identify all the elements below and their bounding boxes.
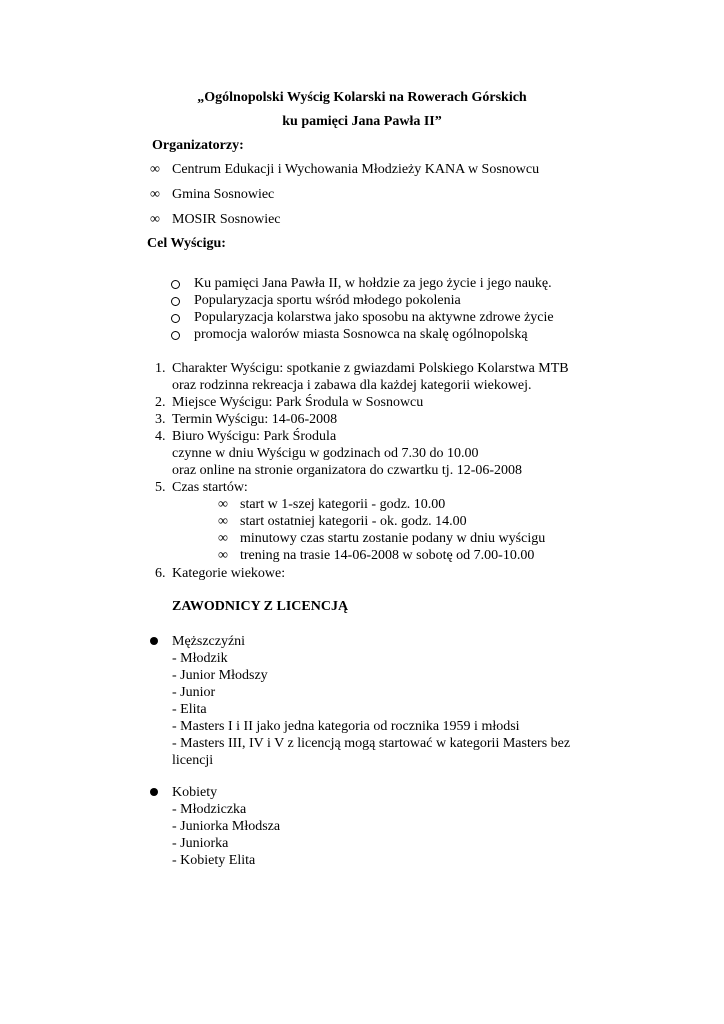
circle-bullet-icon xyxy=(171,280,180,289)
numbered-item-line: Termin Wyścigu: 14-06-2008 xyxy=(172,412,338,427)
goal-item: Ku pamięci Jana Pawła II, w hołdzie za jego życie i jego naukę. xyxy=(194,276,552,291)
circle-bullet-icon xyxy=(171,314,180,323)
list-number: 3. xyxy=(155,412,166,427)
infinity-bullet-icon: ∞ xyxy=(218,531,228,546)
category-label: Kobiety xyxy=(172,785,218,800)
category-item: - Juniorka xyxy=(172,836,229,851)
list-number: 5. xyxy=(155,480,166,495)
category-item: - Juniorka Młodsza xyxy=(172,819,281,834)
infinity-bullet-icon: ∞ xyxy=(218,514,228,529)
start-time-item: trening na trasie 14-06-2008 w sobotę od 7.00-10.00 xyxy=(240,548,535,563)
infinity-bullet-icon: ∞ xyxy=(150,187,160,202)
list-number: 6. xyxy=(155,566,166,581)
organizers-heading: Organizatorzy: xyxy=(152,138,244,153)
title-line-2: ku pamięci Jana Pawła II” xyxy=(282,114,442,129)
infinity-bullet-icon: ∞ xyxy=(150,212,160,227)
infinity-bullet-icon: ∞ xyxy=(218,497,228,512)
infinity-bullet-icon: ∞ xyxy=(150,162,160,177)
goal-item: Popularyzacja kolarstwa jako sposobu na aktywne zdrowe życie xyxy=(194,310,554,325)
goal-heading: Cel Wyścigu: xyxy=(147,236,226,251)
filled-dot-bullet-icon xyxy=(150,788,158,796)
category-item: - Kobiety Elita xyxy=(172,853,256,868)
numbered-item-line: Biuro Wyścigu: Park Środula xyxy=(172,429,337,444)
organizer-item: MOSIR Sosnowiec xyxy=(172,212,281,227)
category-item: - Masters I i II jako jedna kategoria od rocznika 1959 i młodsi xyxy=(172,719,520,734)
numbered-item-line: Charakter Wyścigu: spotkanie z gwiazdami Polskiego Kolarstwa MTB xyxy=(172,361,569,376)
organizer-item: Gmina Sosnowiec xyxy=(172,187,275,202)
numbered-item-line: czynne w dniu Wyścigu w godzinach od 7.30 do 10.00 xyxy=(172,446,479,461)
category-item: - Elita xyxy=(172,702,207,717)
list-number: 2. xyxy=(155,395,166,410)
goal-item: Popularyzacja sportu wśród młodego pokolenia xyxy=(194,293,461,308)
title-line-1: „Ogólnopolski Wyścig Kolarski na Rowerach Górskich xyxy=(197,90,527,105)
filled-dot-bullet-icon xyxy=(150,637,158,645)
circle-bullet-icon xyxy=(171,297,180,306)
start-time-item: minutowy czas startu zostanie podany w dniu wyścigu xyxy=(240,531,546,546)
category-item: - Młodzik xyxy=(172,651,228,666)
numbered-item-line: Miejsce Wyścigu: Park Środula w Sosnowcu xyxy=(172,395,424,410)
numbered-item-line: Czas startów: xyxy=(172,480,248,495)
numbered-item-line: Kategorie wiekowe: xyxy=(172,566,286,581)
category-item: - Masters III, IV i V z licencją mogą startować w kategorii Masters bez xyxy=(172,736,571,751)
category-item: licencji xyxy=(172,753,214,768)
numbered-item-line: oraz rodzinna rekreacja i zabawa dla każdej kategorii wiekowej. xyxy=(172,378,532,393)
category-item: - Junior xyxy=(172,685,216,700)
infinity-bullet-icon: ∞ xyxy=(218,548,228,563)
goal-item: promocja walorów miasta Sosnowca na skalę ogólnopolską xyxy=(194,327,528,342)
organizer-item: Centrum Edukacji i Wychowania Młodzieży KANA w Sosnowcu xyxy=(172,162,540,177)
start-time-item: start ostatniej kategorii - ok. godz. 14.00 xyxy=(240,514,467,529)
category-label: Męższczyźni xyxy=(172,634,246,649)
licensed-heading: ZAWODNICY Z LICENCJĄ xyxy=(172,599,349,614)
category-item: - Junior Młodszy xyxy=(172,668,268,683)
numbered-item-line: oraz online na stronie organizatora do czwartku tj. 12-06-2008 xyxy=(172,463,523,478)
circle-bullet-icon xyxy=(171,331,180,340)
list-number: 1. xyxy=(155,361,166,376)
start-time-item: start w 1-szej kategorii - godz. 10.00 xyxy=(240,497,446,512)
category-item: - Młodziczka xyxy=(172,802,247,817)
list-number: 4. xyxy=(155,429,166,444)
